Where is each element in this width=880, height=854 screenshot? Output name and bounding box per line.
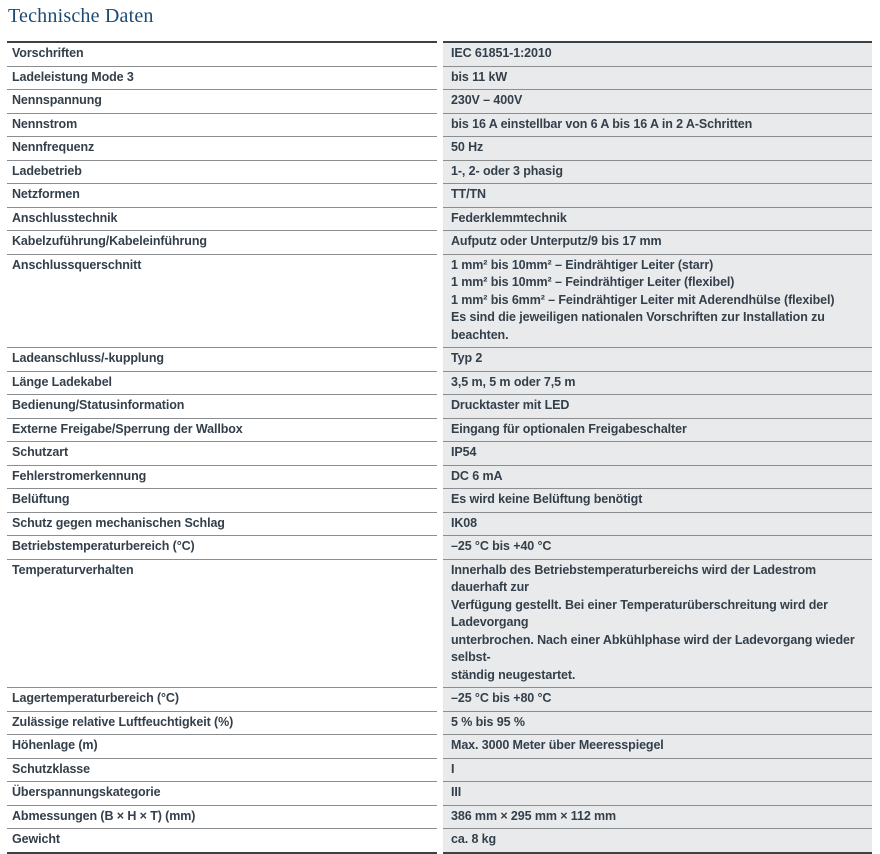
- table-row: [7, 347, 872, 371]
- value-line: –25 °C bis +40 °C: [451, 539, 552, 553]
- spec-value: [443, 441, 872, 465]
- value-line: unterbrochen. Nach einer Abkühlphase wird der Ladevorgang wieder selbst-: [451, 632, 855, 664]
- spec-value: [443, 488, 872, 512]
- spec-label: Ladebetrieb: [7, 160, 437, 184]
- value-line: Innerhalb des Betriebstemperaturbereichs wird der Ladestrom dauerhaft zur: [451, 562, 817, 594]
- value-line: DC 6 mA: [451, 468, 503, 483]
- spec-label: Ladeleistung Mode 3: [7, 66, 437, 90]
- spec-value: [443, 136, 872, 160]
- spec-label: Schutz gegen mechanischen Schlag: [7, 512, 437, 536]
- spec-label: Nennstrom: [7, 113, 437, 137]
- spec-label: Anschlussquerschnitt: [7, 254, 437, 348]
- value-line: I: [451, 761, 455, 776]
- spec-value: [443, 113, 872, 137]
- spec-value: [443, 734, 872, 758]
- table-row: [7, 535, 872, 559]
- spec-value: [443, 207, 872, 231]
- table-row: [7, 254, 872, 348]
- value-line: bis 16 A einstellbar von 6 A bis 16 A in 2 A-Schritten: [451, 116, 753, 131]
- spec-value: [443, 687, 872, 711]
- table-row: [7, 136, 872, 160]
- table-row: [7, 687, 872, 711]
- spec-value: [443, 711, 872, 735]
- value-line: IK08: [451, 515, 478, 530]
- table-row: [7, 66, 872, 90]
- spec-label: Bedienung/Statusinformation: [7, 394, 437, 418]
- value-line: ständig neugestartet.: [451, 667, 576, 682]
- table-row: [7, 41, 872, 66]
- table-row: [7, 89, 872, 113]
- spec-value: [443, 66, 872, 90]
- spec-label: Anschlusstechnik: [7, 207, 437, 231]
- table-row: [7, 828, 872, 854]
- spec-value: [443, 347, 872, 371]
- spec-value: [443, 371, 872, 395]
- value-line: TT/TN: [451, 187, 486, 201]
- value-line: 1 mm² bis 10mm² – Eindrähtiger Leiter (starr): [451, 257, 714, 272]
- value-line: bis 11 kW: [451, 69, 508, 84]
- spec-value: [443, 758, 872, 782]
- spec-label: Schutzklasse: [7, 758, 437, 782]
- spec-label: Netzformen: [7, 183, 437, 207]
- table-row: [7, 465, 872, 489]
- value-line: III: [451, 785, 462, 799]
- spec-value: [443, 89, 872, 113]
- spec-label: Höhenlage (m): [7, 734, 437, 758]
- value-line: 1 mm² bis 10mm² – Feindrähtiger Leiter (flexibel): [451, 275, 735, 289]
- table-row: [7, 394, 872, 418]
- value-line: Typ 2: [451, 351, 483, 365]
- spec-label: Lagertemperaturbereich (°C): [7, 687, 437, 711]
- table-row: [7, 418, 872, 442]
- spec-value: [443, 394, 872, 418]
- value-line: 230V – 400V: [451, 93, 523, 107]
- spec-value: [443, 230, 872, 254]
- value-line: Es wird keine Belüftung benötigt: [451, 492, 643, 506]
- spec-label: Abmessungen (B × H × T) (mm): [7, 805, 437, 829]
- value-line: IEC 61851-1:2010: [451, 46, 552, 60]
- spec-value: [443, 512, 872, 536]
- spec-label: Kabelzuführung/Kabeleinführung: [7, 230, 437, 254]
- value-line: 386 mm × 295 mm × 112 mm: [451, 808, 617, 823]
- spec-value: [443, 183, 872, 207]
- spec-value: [443, 41, 872, 66]
- spec-label: Zulässige relative Luftfeuchtigkeit (%): [7, 711, 437, 735]
- table-row: [7, 781, 872, 805]
- value-line: 1 mm² bis 6mm² – Feindrähtiger Leiter mit Aderendhülse (flexibel): [451, 292, 835, 307]
- value-line: Verfügung gestellt. Bei einer Temperaturüberschreitung wird der Ladevorgang: [451, 597, 828, 629]
- table-row: [7, 441, 872, 465]
- table-row: [7, 734, 872, 758]
- spec-value: [443, 781, 872, 805]
- spec-label: Länge Ladekabel: [7, 371, 437, 395]
- value-line: 50 Hz: [451, 140, 484, 154]
- value-line: Aufputz oder Unterputz/9 bis 17 mm: [451, 234, 662, 248]
- table-row: [7, 488, 872, 512]
- spec-value: [443, 418, 872, 442]
- spec-label: Fehlerstromerkennung: [7, 465, 437, 489]
- table-row: [7, 371, 872, 395]
- spec-value: [443, 254, 872, 348]
- table-row: [7, 758, 872, 782]
- spec-label: Nennfrequenz: [7, 136, 437, 160]
- table-row: [7, 160, 872, 184]
- value-line: Drucktaster mit LED: [451, 398, 570, 412]
- spec-label: Temperaturverhalten: [7, 559, 437, 688]
- table-row: [7, 207, 872, 231]
- spec-label: Vorschriften: [7, 41, 437, 66]
- value-line: IP54: [451, 445, 477, 459]
- table-row: [7, 113, 872, 137]
- technical-data-table: [7, 41, 872, 854]
- value-line: Eingang für optionalen Freigabeschalter: [451, 421, 687, 436]
- table-row: [7, 559, 872, 688]
- value-line: Federklemmtechnik: [451, 210, 567, 225]
- value-line: Es sind die jeweiligen nationalen Vorschriften zur Installation zu beachten.: [451, 310, 825, 342]
- spec-label: Belüftung: [7, 488, 437, 512]
- spec-label: Gewicht: [7, 828, 437, 854]
- spec-label: Schutzart: [7, 441, 437, 465]
- spec-value: [443, 465, 872, 489]
- spec-label: Betriebstemperaturbereich (°C): [7, 535, 437, 559]
- value-line: Max. 3000 Meter über Meeresspiegel: [451, 738, 664, 752]
- value-line: ca. 8 kg: [451, 832, 497, 846]
- spec-label: Überspannungskategorie: [7, 781, 437, 805]
- spec-value: [443, 559, 872, 688]
- value-line: –25 °C bis +80 °C: [451, 691, 552, 705]
- table-row: [7, 711, 872, 735]
- table-row: [7, 805, 872, 829]
- spec-label: Externe Freigabe/Sperrung der Wallbox: [7, 418, 437, 442]
- table-row: [7, 512, 872, 536]
- spec-value: [443, 828, 872, 854]
- value-line: 5 % bis 95 %: [451, 714, 525, 729]
- spec-value: [443, 160, 872, 184]
- spec-value: [443, 535, 872, 559]
- value-line: 1-, 2- oder 3 phasig: [451, 163, 563, 178]
- spec-label: Ladeanschluss/-kupplung: [7, 347, 437, 371]
- spec-value: [443, 805, 872, 829]
- spec-label: Nennspannung: [7, 89, 437, 113]
- table-row: [7, 183, 872, 207]
- value-line: 3,5 m, 5 m oder 7,5 m: [451, 374, 576, 389]
- page-title: Technische Daten: [8, 5, 154, 27]
- table-row: [7, 230, 872, 254]
